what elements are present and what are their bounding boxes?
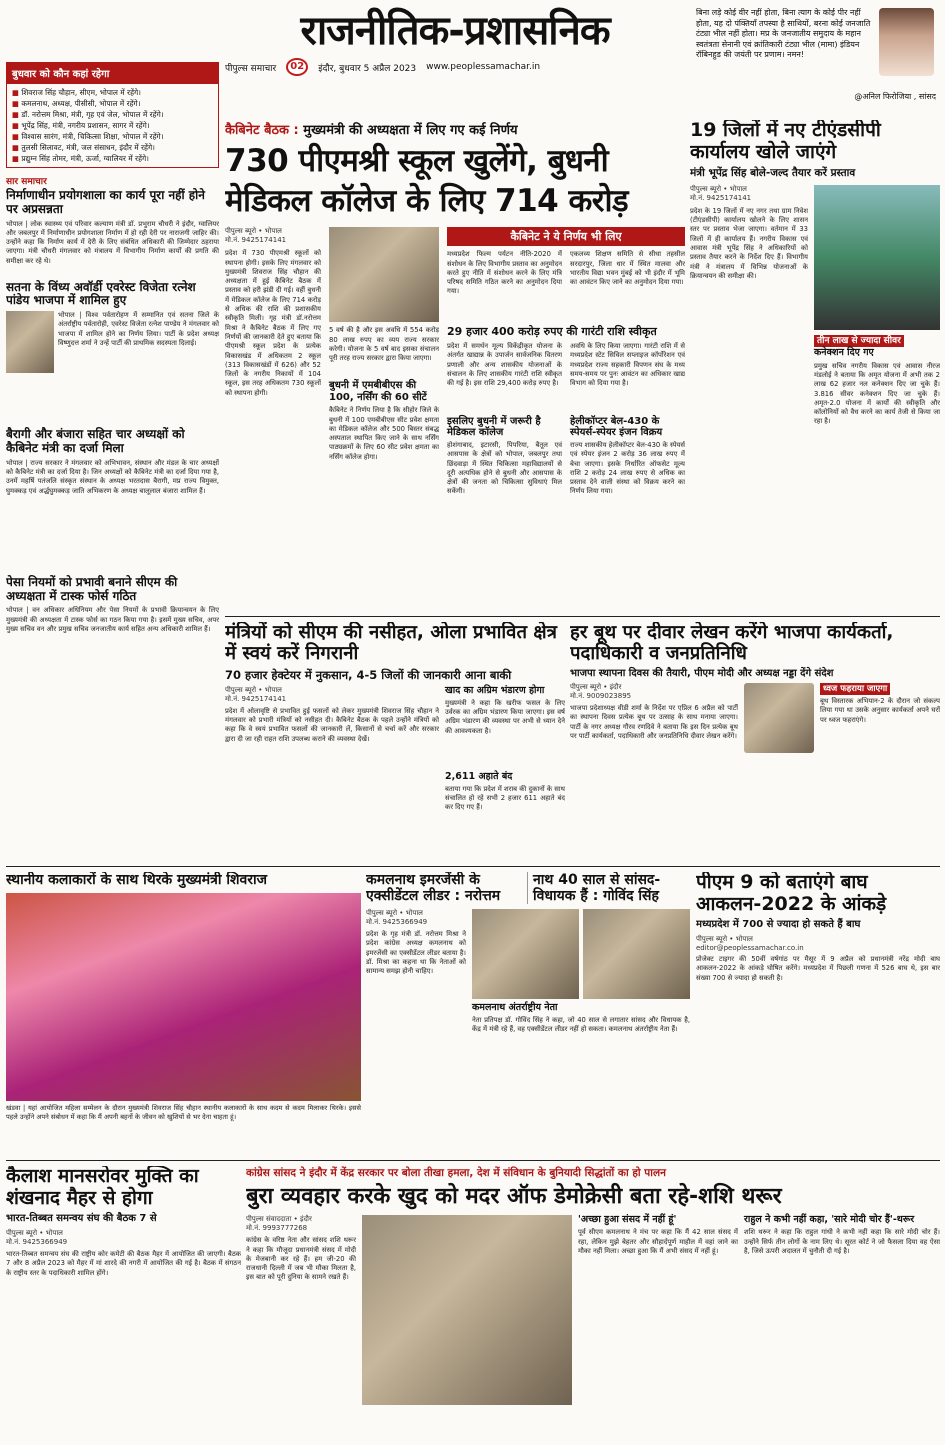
list-item: ■ डॉ. नरोत्तम मिश्रा, मंत्री, गृह एवं जेल, भोपाल में रहेंगे। xyxy=(12,109,213,120)
photo-story xyxy=(6,872,361,1157)
caption-tag-2: कनेक्शन दिए गए xyxy=(814,346,874,358)
politics-body: प्रदेश के गृह मंत्री डॉ. नरोत्तम मिश्रा ने प्रदेश कांग्रेस अध्यक्ष कमलनाथ को इमरजेंसी का एक्सीडेंटल लीडर बताया है। डॉ. मिश्रा का कहना था कि नेताओं को सामान्य समझ होनी चाहिए। xyxy=(366,930,466,976)
hail-story xyxy=(225,622,565,862)
guarantee-body: प्रदेश में समर्थन मूल्य विकेंद्रीकृत योजना के अंतर्गत खाद्यान्न के उपार्जन सार्वजनिक वितरण प्रणाली और अन्य शासकीय योजनाओं के संचालन के लिए शासकीय गारंटी राशि स्वीकृत की गई है। इस राशि 29,400 करोड़ रुपए है। xyxy=(447,341,562,388)
brief-headline: पेसा नियमों को प्रभावी बनाने सीएम की अध्यक्षता में टास्क फोर्स गठित xyxy=(6,574,178,603)
brief-body: भोपाल | लोक स्वास्थ्य एवं परिवार कल्याण मंत्री डॉ. प्रभुराम चौधरी ने इंदौर, ग्वालियर और जबलपुर में निर्माणाधीन प्रयोगशाला निर्माण में हो रही देरी पर नाराजगी जाहिर की। उन्होंने कहा कि निर्माण कार्य में देरी के लिए संबंधित अधिकारी की जिम्मेदार ठहराया जाएगा। मंत्री चौधरी मंगलवार को मंत्रालय में विभागीय निर्माण कार्यों की प्रगति की समीक्षा कर रहे थे। xyxy=(6,219,219,265)
list-item: ■ शिवराज सिंह चौहान, सीएम, भोपाल में रहेंगे। xyxy=(12,87,213,98)
tiger-byline: पीपुल्स ब्यूरो • भोपाल xyxy=(696,935,753,944)
quote-text: बिना लड़े कोई वीर नहीं होता, बिना त्याग के कोई पीर नहीं होता, यह दो पंक्तियाँ तपस्या है साथियों, बरना कोई जनजाति टंट्या भील नहीं होता। मप्र के जनजातीय समुदाय के महान स्वतंत्रता सेनानी एवं क्रांतिकारी टंट्या भील (मामा) इंडियन रॉबिनहुड की जयंती पर प्रणाम। नमन! xyxy=(696,8,871,59)
page-number: 02 xyxy=(286,58,308,76)
news-brief-tag: सार समाचार xyxy=(6,177,47,187)
lead-byline: पीपुल्स ब्यूरो • भोपाल xyxy=(225,227,282,236)
right-subhead: मंत्री भूपेंद्र सिंह बोले-जल्द तैयार करें प्रस्ताव xyxy=(690,166,856,179)
section-title: राजनीतिक-प्रशासनिक xyxy=(300,8,610,54)
tiger-headline: पीएम 9 को बताएंगे बाघ आकलन-2022 के आंकड़े xyxy=(696,872,887,915)
tharoor-headline: बुरा व्यवहार करके खुद को मदर ऑफ डेमोक्रेसी बता रहे-शशि थरूर xyxy=(246,1184,782,1209)
decision-item: मध्यप्रदेश फिल्म पर्यटन नीति-2020 में संशोधन के लिए विभागीय प्रस्ताव का अनुमोदन करते हुए नीति में संशोधन करने के लिए मंत्रि परिषद समिति गठित करने का अनुमोदन दिया गया। xyxy=(447,250,562,296)
narottam-headline: कमलनाथ इमरजेंसी के एक्सीडेंटल लीडर : नरोत्तम xyxy=(366,872,501,905)
brief-body: भोपाल | विश्व पर्वतारोहण में सम्मानित एवं सतना जिले के अंतर्राष्ट्रीय पर्वतारोही, एवरेस्ट विजेता रत्नेश पाण्डेय ने मंगलवार को भाजपा में शामिल होने का निर्णय लिया। पार्टी के प्रदेश अध्यक्ष विष्णुदत्त शर्मा ने उन्हें पार्टी की प्राथमिक सदस्यता दिलाई। xyxy=(58,311,219,348)
lead-mobile: मो.नं. 9425174141 xyxy=(225,236,287,245)
bjp-subhead: भाजपा स्थापना दिवस की तैयारी, पीएम मोदी और अध्यक्ष नड्डा देंगे संदेश xyxy=(570,667,834,679)
decision-item: एकलव्य शिक्षण समिति से सीधा तहसील सरदारपुर, जिला धार में स्थित मालवा और भारतीय विद्या भवन मुंबई को भी इंदौर में भूमि का आवंटन किए जाने का अनुमोदन दिया गया। xyxy=(570,250,685,287)
kailash-story xyxy=(6,1166,241,1436)
bjp-body: भाजपा प्रदेशाध्यक्ष वीडी शर्मा के निर्देश पर एप्रिल 6 अप्रैल को पार्टी का स्थापना दिवस प्रत्येक बूथ पर उत्साह के साथ मनाया जाएगा। पार्टी के नगर अध्यक्ष गौरव रणदिवे ने बताया कि इस दिन प्रत्येक बूथ पर पार्टी कार्यकर्ता, पदाधिकारी और जनप्रतिनिधि दीवार लेखन करेंगे। xyxy=(570,704,738,740)
hail-body: बताया गया कि प्रदेश में शराब की दुकानों के साथ संचालित हो रहे सभी 2 हजार 611 अहाते बंद कर दिए गए हैं। xyxy=(445,784,565,812)
tharoor-subhead: 'अच्छा हुआ संसद में नहीं हूं' xyxy=(578,1214,677,1226)
tiger-subhead: मध्यप्रदेश में 700 से ज्यादा हो सकते हैं बाघ xyxy=(696,918,861,930)
hail-body: प्रदेश में ओलावृष्टि से प्रभावित हुई फसलों को लेकर मुख्यमंत्री शिवराज सिंह चौहान ने मंगलवार को प्रभारी मंत्रियों को नसीहत दी। कैबिनेट बैठक के पहले उन्होंने मंत्रियों को कहा कि वे स्वयं प्रभावित फसलों की जानकारी लें, किसानों से चर्चा करें और सरकार द्वारा दी जा रही राहत राशि उपलब्ध कराने की व्यवस्था देखें। xyxy=(225,706,439,743)
bjp-story xyxy=(570,622,940,862)
politics-body: नेता प्रतिपक्ष डॉ. गोविंद सिंह ने कहा, जो 40 साल से लगातार सांसद और विधायक है, केंद्र में मंत्री रहे हैं, वह एक्सीडेंटल लीडर नहीं हो सकता। कमलनाथ अंतर्राष्ट्रीय नेता हैं। xyxy=(472,1016,690,1034)
kailash-subhead: भारत-तिब्बत समन्वय संघ की बैठक 7 से xyxy=(6,1212,157,1224)
right-body: प्रदेश के 19 जिलों में नए नगर तथा ग्राम निवेश (टीएंडसीपी) कार्यालय खोलने के लिए शासन स्तर पर प्रस्ताव भेजा जाएगा। वर्तमान में 33 जिलों में ही कार्यालय हैं। नगरीय विकास एवं आवास मंत्री भूपेंद्र सिंह ने अधिकारियों को प्रस्ताव तैयार करने के निर्देश दिए हैं। विभागीय मंत्री ने मंत्रालय में विभिन्न योजनाओं के क्रियान्वयन की समीक्षा की। xyxy=(690,206,808,280)
brief-headline: निर्माणाधीन प्रयोगशाला का कार्य पूरा नहीं होने पर अप्रसन्नता xyxy=(6,188,205,216)
place-date: इंदौर, बुधवार 5 अप्रैल 2023 xyxy=(318,63,417,74)
right-story xyxy=(690,120,940,620)
bjp-body: बूथ विस्तारक अभियान-2 के दौरान जो संकल्प लिया गया था उसके अनुसार कार्यकर्ता अपने घरों पर ध्वज फहराएंगे। xyxy=(820,697,940,724)
right-headline: 19 जिलों में नए टीएंडसीपी कार्यालय खोले जाएंगे xyxy=(690,120,881,163)
quote-author: @अनिल फिरोजिया , सांसद xyxy=(854,91,936,101)
govind-headline: नाथ 40 साल से सांसद-विधायक हैं : गोविंद सिंह xyxy=(527,872,690,904)
brief-headline: सतना के विंध्य अवॉर्डी एवरेस्ट विजेता रत्नेश पांडेय भाजपा में शामिल हुए xyxy=(6,279,196,308)
tharoor-byline: पीपुल्स संवाददाता • इंदौर xyxy=(246,1215,312,1224)
right-body: प्रमुख सचिव नगरीय विकास एवं आवास नीरज मंडलोई ने बताया कि अमृत योजना में अभी तक 2 लाख 62 हजार नल कनेक्शन दिए जा चुके हैं। 3.816 सीवर कनेक्शन दिए जा चुके हैं। अमृत-2.0 योजना में कार्यों की स्वीकृति और कॉलोनियों को वैध करने का कार्य तेजी से किया जा रहा है। xyxy=(814,361,940,426)
hail-subhead: 70 हजार हेक्टेयर में नुकसान, 4-5 जिलों की जानकारी आना बाकी xyxy=(225,667,512,682)
list-item: ■ भूपेंद्र सिंह, मंत्री, नगरीय प्रशासन, सागर में रहेंगे। xyxy=(12,120,213,131)
politics-story xyxy=(366,872,690,1157)
bjp-mobile: मो.नं. 9009023895 xyxy=(570,692,632,701)
kailash-body: भारत-तिब्बत समन्वय संघ की राष्ट्रीय कोर कमेटी की बैठक मैहर में आयोजित की जाएगी। बैठक 7 और 8 अप्रैल 2023 को मैहर में मां शारदे की नगरी में आयोजित की गई है। बैठक में संगठन के राष्ट्रीय स्तर के पदाधिकारी शामिल होंगे। xyxy=(6,1250,241,1277)
masthead-strip xyxy=(225,58,685,76)
lead-subhead: इसलिए बुधनी में जरूरी है मेडिकल कॉलेज xyxy=(447,415,541,439)
lead-body: कैबिनेट ने निर्णय लिया है कि सीहोर जिले के बुधनी में 100 एमबीबीएस सीट प्रवेश क्षमता का मेडिकल कॉलेज और 500 बिस्तर संबद्ध अस्पताल स्थापित किए जाने के साथ नर्सिंग पाठ्यक्रमों के लिए 60 सीट प्रवेश क्षमता का नर्सिंग कॉलेज होगा। xyxy=(329,406,439,461)
hail-subhead-3: 2,611 अहाते बंद xyxy=(445,770,513,782)
masthead xyxy=(225,6,685,76)
lead-body: 5 वर्ष की है और इस अवधि में 554 करोड़ 80 लाख रुपए का व्यय राज्य सरकार करेगी। योजना के 5 वर्ष बाद इसका संचालन पूरी तरह राज्य सरकार द्वारा किया जाएगा। xyxy=(329,326,439,363)
lead-kicker: कैबिनेट बैठक : xyxy=(225,123,299,138)
hail-body: मुख्यमंत्री ने कहा कि खरीफ फसल के लिए उर्वरक का अग्रिम भंडारण किया जाएगा। इस वर्ष अग्रिम भंडारण की व्यवस्था पर अभी से ध्यान देने की आवश्यकता है। xyxy=(445,698,565,735)
list-item: ■ प्रद्युम्न सिंह तोमर, मंत्री, ऊर्जा, ग्वालियर में रहेंगे। xyxy=(12,153,213,164)
lead-body: होशंगाबाद, इटारसी, पिपरिया, बैतूल एवं आसपास के क्षेत्रों को भोपाल, जबलपुर तथा छिंदवाड़ा में स्थित चिकित्सा महाविद्यालयों से दूरी अत्यधिक होने से बुधनी और आसपास के क्षेत्रों की जनता को चिकित्सा सुविधाएं मिल सकेंगी। xyxy=(447,440,562,496)
tharoor-body: शशि थरूर ने कहा कि राहुल गांधी ने कभी नहीं कहा कि सारे मोदी चोर हैं। उन्होंने सिर्फ तीन लोगों के नाम लिए थे। सूरत कोर्ट ने जो फैसला दिया वह ऐसा है, जिसे ऊपरी अदालत में चुनौती दी गई है। xyxy=(744,1228,940,1255)
quote-box xyxy=(696,8,936,104)
leader-photo xyxy=(472,909,579,999)
hail-headline: मंत्रियों को सीएम की नसीहत, ओला प्रभावित क्षेत्र में स्वयं करें निगरानी xyxy=(225,622,557,665)
brief-headline: बैरागी और बंजारा सहित चार अध्यक्षों को कैबिनेट मंत्री का दर्जा मिला xyxy=(6,427,185,455)
tharoor-body: कांग्रेस के वरिष्ठ नेता और सांसद शशि थरूर ने कहा कि मौजूदा प्रधानमंत्री संसद में मोदी के मेजबानी कर रहे हैं। हम जी-20 की राजधानी दिल्ली में जब भी मौका मिलता है, इस बात को पूरी दुनिया के सामने रखते हैं। xyxy=(246,1236,356,1282)
mp-photo xyxy=(879,8,934,76)
paper-name: पीपुल्स समाचार xyxy=(225,63,277,74)
guarantee-headline: 29 हजार 400 करोड़ रुपए की गारंटी राशि स्वीकृत xyxy=(447,325,657,339)
politics-mobile: मो.नं. 9425366949 xyxy=(366,918,428,927)
politics-subhead: कमलनाथ अंतर्राष्ट्रीय नेता xyxy=(472,1002,558,1014)
lead-headline-1: 730 पीएमश्री स्कूल खुलेंगे, बुधनी xyxy=(225,143,609,179)
photo-headline: स्थानीय कलाकारों के साथ थिरके मुख्यमंत्री शिवराज xyxy=(6,872,268,888)
kailash-byline: पीपुल्स ब्यूरो • भोपाल xyxy=(6,1229,63,1238)
tharoor-subhead: राहुल ने कभी नहीं कहा, 'सारे मोदी चोर हैं'-थरूर xyxy=(744,1214,915,1226)
politics-byline: पीपुल्स ब्यूरो • भोपाल xyxy=(366,909,423,918)
tharoor-kicker: कांग्रेस सांसद ने इंदौर में केंद्र सरकार पर बोला तीखा हमला, देश में संविधान के बुनियादी सिद्धांतों का हो पालन xyxy=(246,1167,666,1179)
leader-photo xyxy=(583,909,690,999)
kailash-headline: कैलाश मानसरोवर मुक्ति का शंखनाद मैहर से होगा xyxy=(6,1166,199,1209)
lead-headline-2: मेडिकल कॉलेज के लिए 714 करोड़ xyxy=(225,182,629,219)
website-link[interactable]: www.peoplessamachar.in xyxy=(426,62,541,72)
cabinet-decisions-title: कैबिनेट ने ये निर्णय भी लिए xyxy=(447,227,685,246)
lead-subhead: बुधनी में एमबीबीएस की 100, नर्सिंग की 60 सीटें xyxy=(329,380,427,403)
lead-subhead: हेलीकॉप्टर बेल-430 के स्पेयर्स-स्पेयर इंजन विक्रय xyxy=(570,415,663,439)
brief-body: भोपाल | वन अधिकार अधिनियम और पेसा नियमों के प्रभावी क्रियान्वयन के लिए मुख्यमंत्री की अध्यक्षता में टास्क फोर्स का गठन किया गया है। इसमें मुख्य सचिव, अपर मुख्य सचिव वन और प्रमुख सचिव जनजातीय कार्य सहित अन्य अधिकारी शामिल हैं। xyxy=(6,606,219,633)
person-photo xyxy=(6,311,54,373)
lead-body: राज्य शासकीय हेलीकॉप्टर बेल-430 के स्पेयर्स एवं स्पेयर इंजन 2 करोड़ 36 लाख रुपए में बेचा जाएगा। इसके निर्धारित ऑफसेट मूल्य राशि 2 करोड़ 24 लाख रुपए से अधिक का प्रस्ताव देने वाली संस्था को विक्रय करने का निर्णय लिया गया। xyxy=(570,440,685,496)
schedule-box-title: बुधवार को कौन कहां रहेगा xyxy=(6,62,219,84)
left-column xyxy=(6,62,219,852)
bjp-byline: पीपुल्स ब्यूरो • इंदौर xyxy=(570,683,622,692)
photo-caption: खंडवा | यहां आयोजित महिला सम्मेलन के दौरान मुख्यमंत्री शिवराज सिंह चौहान स्थानीय कलाकारों के साथ कदम से कदम मिलाकर थिरके। इससे पहले उन्होंने अपने संबोधन में कहा कि मैं अपनी बहनों के जीवन को खुशियों से भर देना चाहता हूं। xyxy=(6,1104,361,1122)
college-photo xyxy=(329,227,439,322)
city-aerial-photo xyxy=(814,185,940,330)
list-item: ■ विश्वास सारंग, मंत्री, चिकित्सा शिक्षा, भोपाल में रहेंगे। xyxy=(12,131,213,142)
tharoor-body: पूर्व सीएम कमलनाथ ने मंच पर कहा कि मैं 42 साल संसद में रहा, लेकिन मुझे बेहतर और सौहार्दपूर्ण माहौल में वहां जाने का मौका नहीं मिला। अच्छा हुआ कि मैं अभी संसद में नहीं हूं। xyxy=(578,1228,738,1255)
brief-body: भोपाल | राज्य सरकार ने मंगलवार को अभिभावन, संस्थान और मंडल के चार अध्यक्षों को कैबिनेट मंत्री का दर्जा दिया है। जिन अध्यक्षों को कैबिनेट मंत्री का दर्जा दिया गया है, उनमें महर्षि पतंजलि संस्कृत संस्थान के अध्यक्ष भरतदास बैरागी, मप्र राज्य विमुक्त, घुमक्कड़ एवं अर्द्धघुमक्कड़ जाति अभिकरण के अध्यक्ष बालूलाल बंजारा शामिल हैं। xyxy=(6,458,219,495)
divider xyxy=(6,1160,940,1162)
hail-subhead-2: खाद का अग्रिम भंडारण होगा xyxy=(445,684,545,696)
tharoor-photo xyxy=(362,1215,572,1405)
hail-byline: पीपुल्स ब्यूरो • भोपाल xyxy=(225,685,282,694)
tiger-body: प्रोजेक्ट टाइगर की 50वीं वर्षगांठ पर मैसूर में 9 अप्रैल को प्रधानमंत्री नरेंद्र मोदी बाघ आकलन-2022 के आंकड़े घोषित करेंगे। मध्यप्रदेश में पिछली गणना में 526 बाघ थे, इस बार संख्या 700 से ज्यादा हो सकती है। xyxy=(696,955,940,982)
tiger-email[interactable]: editor@peoplessamachar.co.in xyxy=(696,944,804,953)
divider xyxy=(6,866,940,868)
caption-tag: तीन लाख से ज्यादा सीवर xyxy=(814,335,904,347)
lead-story xyxy=(225,120,685,620)
schedule-list xyxy=(6,84,219,168)
leader-photo xyxy=(744,683,814,753)
tharoor-story xyxy=(246,1166,940,1438)
flag-tag: ध्वज फहराया जाएगा xyxy=(820,683,890,695)
kailash-mobile: मो.नं. 9425366949 xyxy=(6,1238,68,1247)
right-mobile: मो.नं. 9425174141 xyxy=(690,193,752,202)
guarantee-body: अवधि के लिए किया जाएगा। गारंटी राशि में से मध्यप्रदेश स्टेट सिविल सप्लाइज कॉर्पोरेशन एवं मध्यप्रदेश राज्य सहकारी विपणन संघ के मध्य समय-समय पर पुनः आवंटन का अधिकार खाद्य विभाग को दिया गया है। xyxy=(570,341,685,388)
dance-photo xyxy=(6,893,361,1101)
tiger-story xyxy=(696,872,940,1157)
hail-mobile: मो.नं. 9425174141 xyxy=(225,694,287,703)
list-item: ■ कमलनाथ, अध्यक्ष, पीसीसी, भोपाल में रहेंगे। xyxy=(12,98,213,109)
right-byline: पीपुल्स ब्यूरो • भोपाल xyxy=(690,184,747,193)
lead-body: प्रदेश में 730 पीएमश्री स्कूलों को स्थापना होगी। इसके लिए मंगलवार को मुख्यमंत्री शिवराज सिंह चौहान की अध्यक्षता में हुई कैबिनेट बैठक में प्रस्ताव को हरी झंडी दी गई। वहीं बुधनी में मेडिकल कॉलेज के लिए 714 करोड़ से अधिक की राशि की प्रशासकीय स्वीकृति मिली। गृह मंत्री डॉ.नरोत्तम मिश्रा ने कैबिनेट बैठक में लिए गए निर्णयों की जानकारी देते हुए बताया कि पीएमश्री स्कूल प्रदेश के प्रत्येक विकासखंड में अधिकतम 2 स्कूल (313 विकासखंडों में 626) और 52 जिलों के नगरीय निकायों में 104 स्कूल, इस तरह अधिकतम 730 स्कूलों को स्थापना होगी। xyxy=(225,249,321,397)
divider xyxy=(225,616,940,618)
list-item: ■ तुलसी सिलावट, मंत्री, जल संसाधन, इंदौर में रहेंगे। xyxy=(12,142,213,153)
tharoor-mobile: मो.नं. 9993777268 xyxy=(246,1224,308,1233)
lead-kicker-text: मुख्यमंत्री की अध्यक्षता में लिए गए कई निर्णय xyxy=(303,123,518,138)
bjp-headline: हर बूथ पर दीवार लेखन करेंगे भाजपा कार्यकर्ता, पदाधिकारी व जनप्रतिनिधि xyxy=(570,622,894,665)
